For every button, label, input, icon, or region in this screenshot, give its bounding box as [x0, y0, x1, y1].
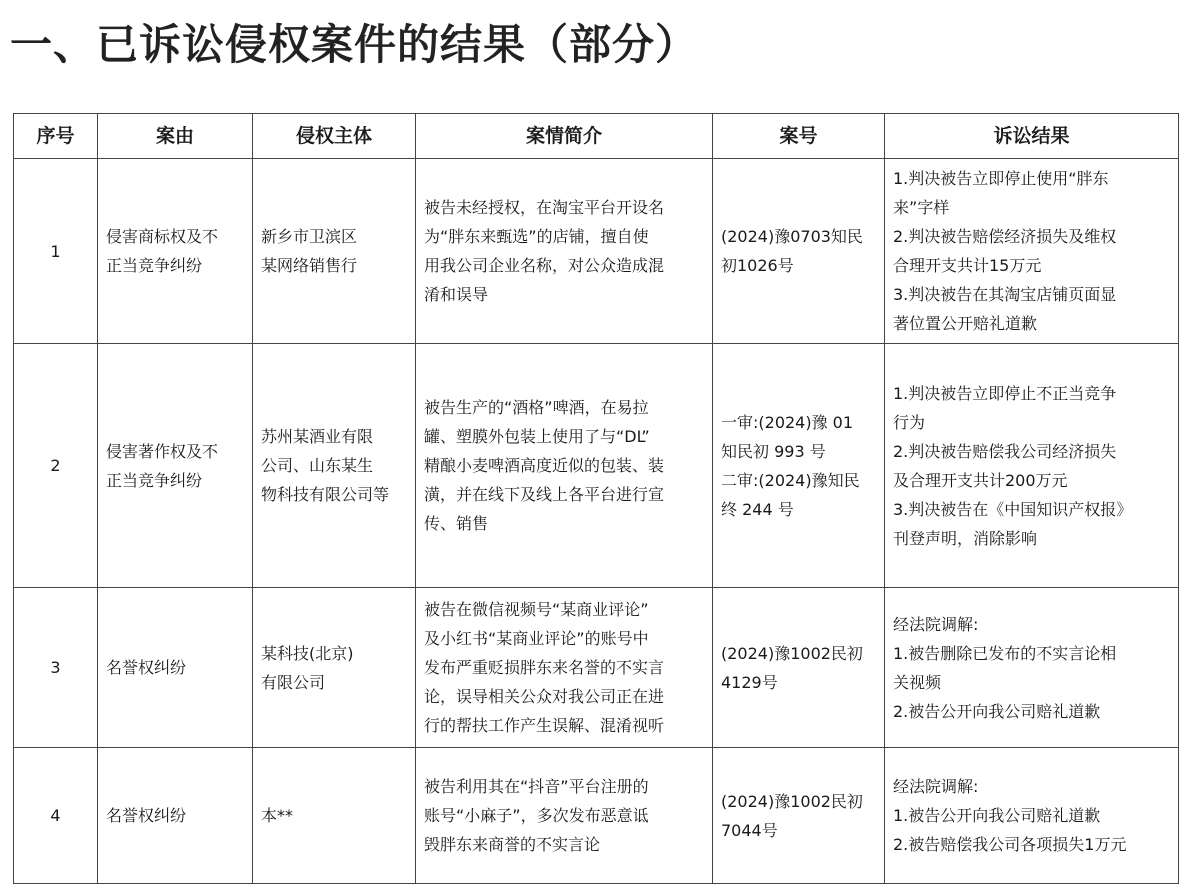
row-case-no — [713, 748, 885, 884]
cause-line: 侵害商标权及不 — [106, 227, 219, 246]
row-index — [14, 748, 98, 884]
header-index: 序号 — [14, 114, 98, 159]
summary-line: 被告利用其在“抖音”平台注册的 — [424, 777, 649, 796]
result-line: 经法院调解: — [893, 614, 979, 634]
entity-line: 本** — [261, 806, 294, 825]
summary-line: 行的帮扶工作产生误解、混淆视听 — [424, 716, 665, 735]
result-line: 行为 — [893, 412, 926, 432]
row-entity — [253, 344, 416, 588]
summary-line: 发布严重贬损胖东来名誉的不实言 — [424, 658, 665, 677]
case-no-line: 知民初 993 号 — [721, 441, 826, 461]
row-case-no — [713, 159, 885, 344]
row-index — [14, 588, 98, 748]
summary-line: 罐、塑膜外包装上使用了与“DL” — [424, 427, 650, 446]
row-cause — [98, 344, 253, 588]
result-line: 1.判决被告立即停止不正当竞争 — [893, 383, 1117, 403]
header-cause: 案由 — [98, 114, 253, 159]
cause-line: 名誉权纠纷 — [106, 806, 187, 825]
result-line: 2.判决被告赔偿我公司经济损失 — [893, 441, 1117, 461]
result-line: 及合理开支共计200万元 — [893, 470, 1068, 490]
row-result — [885, 344, 1179, 588]
entity-line: 苏州某酒业有限 — [261, 427, 374, 446]
table-row — [14, 159, 1179, 344]
row-cause — [98, 159, 253, 344]
result-line: 1.判决被告立即停止使用“胖东 — [893, 169, 1109, 188]
case-no-line: 二审:(2024)豫知民 — [721, 470, 860, 490]
header-summary: 案情简介 — [416, 114, 713, 159]
table-row — [14, 748, 1179, 884]
summary-line: 传、销售 — [424, 514, 489, 533]
header-result: 诉讼结果 — [885, 114, 1179, 159]
summary-line: 论，误导相关公众对我公司正在进 — [424, 687, 665, 706]
table-row — [14, 588, 1179, 748]
cause-line: 侵害著作权及不 — [106, 441, 219, 461]
table-row — [14, 344, 1179, 588]
entity-line: 有限公司 — [261, 672, 326, 692]
result-line: 1.被告删除已发布的不实言论相 — [893, 643, 1117, 663]
header-case-no: 案号 — [713, 114, 885, 159]
summary-line: 及小红书“某商业评论”的账号中 — [424, 629, 649, 648]
row-index-text: 2 — [50, 456, 61, 475]
row-summary — [416, 588, 713, 748]
entity-line: 公司、山东某生 — [261, 456, 374, 475]
entity-line: 新乡市卫滨区 — [261, 227, 358, 246]
cause-line: 正当竞争纠纷 — [106, 256, 203, 275]
case-no-line: (2024)豫1002民初 — [721, 643, 863, 663]
result-line: 著位置公开赔礼道歉 — [893, 314, 1038, 333]
result-line: 刊登声明，消除影响 — [893, 528, 1038, 548]
case-no-line: (2024)豫1002民初 — [721, 791, 863, 811]
row-case-no — [713, 344, 885, 588]
summary-line: 精酿小麦啤酒高度近似的包装、装 — [424, 456, 665, 475]
row-summary — [416, 344, 713, 588]
row-cause — [98, 588, 253, 748]
summary-line: 潢，并在线下及线上各平台进行宣 — [424, 485, 665, 504]
summary-line: 为“胖东来甄选”的店铺，擅自使 — [424, 227, 649, 246]
summary-line: 账号“小麻子”，多次发布恶意诋 — [424, 806, 649, 825]
result-line: 2.判决被告赔偿经济损失及维权 — [893, 227, 1117, 246]
cause-line: 名誉权纠纷 — [106, 658, 187, 677]
summary-line: 被告未经授权，在淘宝平台开设名 — [424, 198, 665, 217]
entity-line: 某网络销售行 — [261, 256, 358, 275]
summary-line: 毁胖东来商誉的不实言论 — [424, 835, 601, 854]
row-cause — [98, 748, 253, 884]
result-line: 3.判决被告在其淘宝店铺页面显 — [893, 285, 1117, 304]
result-line: 2.被告赔偿我公司各项损失1万元 — [893, 835, 1127, 854]
case-no-line: 终 244 号 — [721, 499, 794, 519]
result-line: 1.被告公开向我公司赔礼道歉 — [893, 806, 1101, 825]
result-line: 来”字样 — [893, 198, 950, 217]
header-entity: 侵权主体 — [253, 114, 416, 159]
row-case-no — [713, 588, 885, 748]
summary-line: 被告在微信视频号“某商业评论” — [424, 600, 649, 619]
entity-line: 某科技(北京) — [261, 643, 354, 663]
entity-line: 物科技有限公司等 — [261, 485, 390, 504]
row-result — [885, 748, 1179, 884]
row-entity — [253, 748, 416, 884]
row-result — [885, 588, 1179, 748]
row-summary — [416, 159, 713, 344]
case-no-line: 4129号 — [721, 672, 778, 692]
case-no-line: 初1026号 — [721, 256, 794, 275]
row-result — [885, 159, 1179, 344]
result-line: 经法院调解: — [893, 777, 979, 796]
result-line: 3.判决被告在《中国知识产权报》 — [893, 499, 1133, 519]
result-line: 2.被告公开向我公司赔礼道歉 — [893, 701, 1101, 721]
row-index-text: 1 — [50, 241, 61, 261]
row-index — [14, 159, 98, 344]
table-header-row — [14, 114, 1179, 159]
row-summary — [416, 748, 713, 884]
summary-line: 淆和误导 — [424, 285, 489, 304]
case-no-line: 一审:(2024)豫 01 — [721, 412, 854, 432]
row-index — [14, 344, 98, 588]
result-line: 关视频 — [893, 672, 942, 692]
row-index-text: 4 — [50, 806, 61, 825]
case-no-line: (2024)豫0703知民 — [721, 227, 863, 246]
row-index-text: 3 — [50, 658, 61, 677]
row-entity — [253, 588, 416, 748]
case-no-line: 7044号 — [721, 820, 778, 840]
cases-table — [13, 113, 1179, 884]
page-title: 一、已诉讼侵权案件的结果（部分） — [10, 20, 699, 69]
result-line: 合理开支共计15万元 — [893, 256, 1042, 275]
summary-line: 被告生产的“酒格”啤酒，在易拉 — [424, 398, 649, 417]
summary-line: 用我公司企业名称，对公众造成混 — [424, 256, 665, 275]
row-entity — [253, 159, 416, 344]
cause-line: 正当竞争纠纷 — [106, 470, 203, 490]
